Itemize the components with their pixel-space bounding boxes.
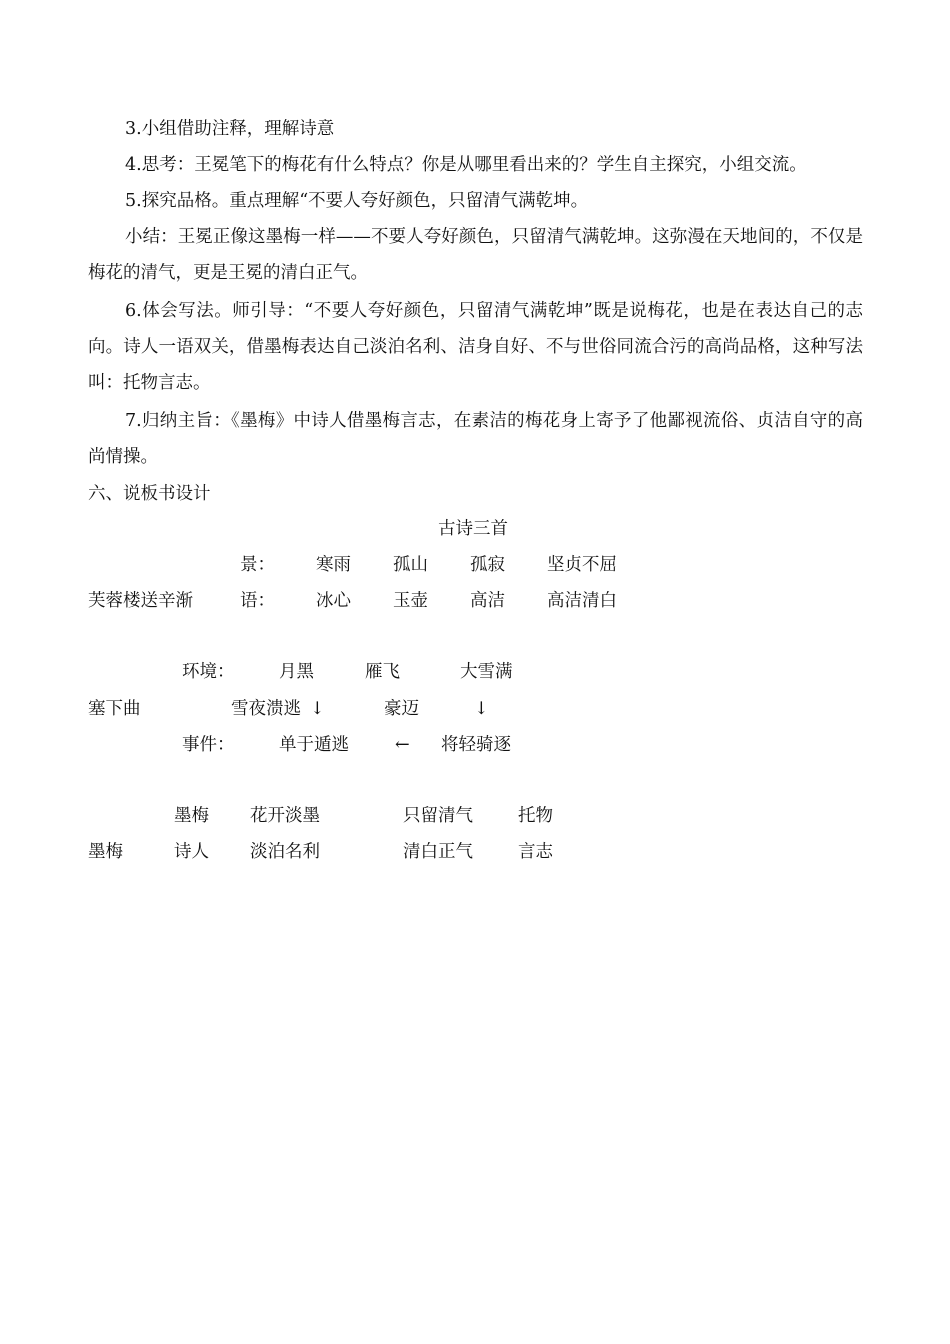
summary-paragraph: 小结：王冕正像这墨梅一样——不要人夸好颜色，只留清气满乾坤。这弥漫在天地间的，不仅是梅花的清气，更是王冕的清白正气。 bbox=[88, 227, 863, 283]
step-4: 4.思考：王冕笔下的梅花有什么特点？你是从哪里看出来的？学生自主探究，小组交流。 bbox=[125, 155, 807, 175]
step-3: 3.小组借助注释，理解诗意 bbox=[125, 119, 335, 139]
poem2-env-item: 雁飞 bbox=[365, 662, 400, 682]
poem2-mid-item: 豪迈 bbox=[384, 699, 419, 719]
poem1-row1-item: 孤山 bbox=[393, 555, 428, 575]
poem3-row2-item: 诗人 bbox=[174, 842, 209, 862]
step-5: 5.探究品格。重点理解“不要人夸好颜色，只留清气满乾坤。 bbox=[125, 191, 589, 211]
poem1-row2-item: 高洁清白 bbox=[547, 591, 617, 611]
poem3-row2-item: 淡泊名利 bbox=[250, 842, 320, 862]
poem3-row1-item: 花开淡墨 bbox=[250, 806, 320, 826]
poem2-env-item: 月黑 bbox=[279, 662, 314, 682]
poem1-row2-item: 高洁 bbox=[470, 591, 505, 611]
poem1-row2-label: 语： bbox=[240, 591, 275, 611]
poem1-row1-item: 孤寂 bbox=[470, 555, 505, 575]
poem2-env-item: 大雪满 bbox=[460, 662, 513, 682]
poem1-row2-item: 玉壶 bbox=[393, 591, 428, 611]
step-7: 7.归纳主旨：《墨梅》中诗人借墨梅言志，在素洁的梅花身上寄予了他鄙视流俗、贞洁自守的高尚情操。 bbox=[88, 411, 863, 467]
poem1-row1-item: 寒雨 bbox=[316, 555, 351, 575]
step-6: 6.体会写法。师引导：“不要人夸好颜色，只留清气满乾坤”既是说梅花，也是在表达自己的志向。诗人一语双关，借墨梅表达自己淡泊名利、洁身自好、不与世俗同流合污的高尚品格，这种写法叫：托物言志。 bbox=[88, 301, 863, 393]
poem2-name: 塞下曲 bbox=[88, 699, 141, 719]
poem1-row1-item: 坚贞不屈 bbox=[547, 555, 617, 575]
poem3-row1-item: 托物 bbox=[518, 806, 553, 826]
poem3-row2-item: 言志 bbox=[518, 842, 553, 862]
poem1-row1-label: 景： bbox=[240, 555, 275, 575]
poem2-event-item: 将轻骑逐 bbox=[441, 735, 511, 755]
board-title: 古诗三首 bbox=[438, 519, 508, 539]
section-heading: 六、说板书设计 bbox=[88, 484, 211, 504]
poem2-event-item: 单于遁逃 bbox=[279, 735, 349, 755]
poem2-event-label: 事件： bbox=[182, 735, 235, 755]
poem3-row1-item: 墨梅 bbox=[174, 806, 209, 826]
down-arrow-icon: ↓ bbox=[310, 699, 325, 719]
poem2-env-label: 环境： bbox=[182, 662, 235, 682]
down-arrow-icon: ↓ bbox=[474, 699, 489, 719]
poem2-mid-item: 雪夜溃逃 bbox=[231, 699, 301, 719]
poem3-row1-item: 只留清气 bbox=[403, 806, 473, 826]
poem3-name: 墨梅 bbox=[88, 842, 123, 862]
poem3-row2-item: 清白正气 bbox=[403, 842, 473, 862]
left-arrow-icon: ← bbox=[395, 735, 410, 755]
poem1-row2-item: 冰心 bbox=[316, 591, 351, 611]
poem1-name: 芙蓉楼送辛渐 bbox=[88, 591, 193, 611]
